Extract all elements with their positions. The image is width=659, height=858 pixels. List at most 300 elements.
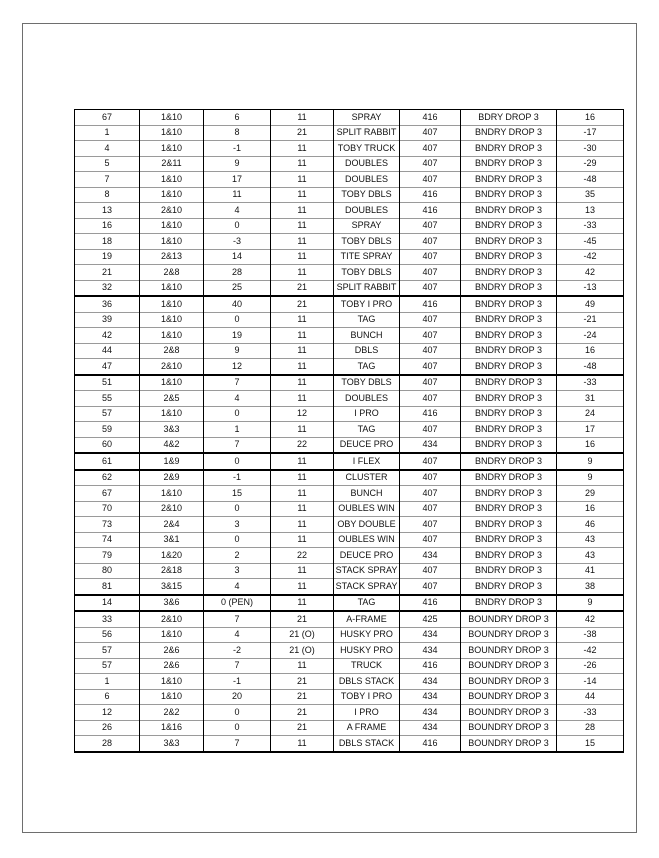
table-row: [75, 296, 624, 312]
cell-play-code: 407: [400, 328, 461, 344]
cell-play-code: 407: [400, 470, 461, 486]
cell-coverage: BNDRY DROP 3: [461, 125, 557, 141]
document-page: [22, 23, 637, 833]
table-row: [75, 658, 624, 674]
cell-field-position: -17: [557, 125, 624, 141]
cell-down-distance: 1&10: [140, 234, 204, 250]
cell-play-code: 416: [400, 658, 461, 674]
cell-down-distance: 1&10: [140, 674, 204, 690]
cell-field-position: -14: [557, 674, 624, 690]
cell-formation: SPRAY: [334, 218, 400, 234]
cell-down-distance: 1&10: [140, 375, 204, 391]
table-row: [75, 689, 624, 705]
cell-gain: 1: [204, 422, 271, 438]
cell-formation: TOBY DBLS: [334, 187, 400, 203]
cell-play-code: 407: [400, 563, 461, 579]
cell-coverage: BNDRY DROP 3: [461, 187, 557, 203]
cell-formation: SPLIT RABBIT: [334, 280, 400, 296]
cell-down-distance: 1&16: [140, 720, 204, 736]
cell-play-code: 407: [400, 172, 461, 188]
table-row: [75, 375, 624, 391]
cell-gain: 7: [204, 658, 271, 674]
cell-field-position: 35: [557, 187, 624, 203]
cell-coverage: BNDRY DROP 3: [461, 437, 557, 453]
cell-field-position: 24: [557, 406, 624, 422]
cell-field-position: 28: [557, 720, 624, 736]
cell-down-distance: 2&10: [140, 501, 204, 517]
cell-gain: 9: [204, 156, 271, 172]
cell-play-number: 55: [75, 391, 140, 407]
cell-formation: TAG: [334, 422, 400, 438]
table-row: [75, 548, 624, 564]
cell-gain: -2: [204, 643, 271, 659]
cell-formation: TOBY I PRO: [334, 689, 400, 705]
cell-formation-code: 22: [271, 437, 334, 453]
cell-down-distance: 3&3: [140, 736, 204, 752]
cell-formation: TOBY DBLS: [334, 234, 400, 250]
cell-gain: 3: [204, 517, 271, 533]
cell-formation-code: 12: [271, 406, 334, 422]
cell-formation: DBLS: [334, 343, 400, 359]
cell-play-code: 407: [400, 375, 461, 391]
cell-down-distance: 2&6: [140, 643, 204, 659]
cell-play-number: 26: [75, 720, 140, 736]
table-row: [75, 453, 624, 470]
cell-down-distance: 2&10: [140, 611, 204, 627]
cell-play-number: 28: [75, 736, 140, 752]
table-row: [75, 532, 624, 548]
table-row: [75, 501, 624, 517]
cell-play-code: 416: [400, 406, 461, 422]
cell-play-code: 407: [400, 532, 461, 548]
cell-play-number: 70: [75, 501, 140, 517]
cell-formation: STACK SPRAY: [334, 563, 400, 579]
cell-gain: -3: [204, 234, 271, 250]
cell-field-position: 46: [557, 517, 624, 533]
table-row: [75, 280, 624, 296]
cell-formation: TRUCK: [334, 658, 400, 674]
cell-play-code: 434: [400, 548, 461, 564]
cell-gain: 12: [204, 359, 271, 375]
cell-gain: 4: [204, 203, 271, 219]
table-row: [75, 218, 624, 234]
cell-play-code: 407: [400, 343, 461, 359]
cell-coverage: BNDRY DROP 3: [461, 343, 557, 359]
cell-formation-code: 11: [271, 470, 334, 486]
cell-formation-code: 11: [271, 234, 334, 250]
cell-gain: 9: [204, 343, 271, 359]
cell-gain: 0: [204, 501, 271, 517]
cell-gain: 19: [204, 328, 271, 344]
cell-play-code: 425: [400, 611, 461, 627]
cell-down-distance: 1&10: [140, 218, 204, 234]
cell-down-distance: 1&10: [140, 110, 204, 126]
cell-play-code: 407: [400, 422, 461, 438]
cell-formation: DEUCE PRO: [334, 437, 400, 453]
cell-gain: 0 (PEN): [204, 595, 271, 612]
cell-field-position: 17: [557, 422, 624, 438]
cell-coverage: BOUNDRY DROP 3: [461, 705, 557, 721]
table-row: [75, 249, 624, 265]
table-row: [75, 406, 624, 422]
cell-play-number: 57: [75, 658, 140, 674]
cell-formation-code: 11: [271, 595, 334, 612]
cell-play-code: 416: [400, 736, 461, 752]
cell-gain: 40: [204, 296, 271, 312]
cell-formation: DOUBLES: [334, 156, 400, 172]
cell-field-position: 43: [557, 548, 624, 564]
table-row: [75, 328, 624, 344]
cell-field-position: -21: [557, 312, 624, 328]
cell-formation-code: 11: [271, 658, 334, 674]
cell-gain: 14: [204, 249, 271, 265]
table-row: [75, 141, 624, 157]
cell-field-position: -26: [557, 658, 624, 674]
cell-formation-code: 11: [271, 172, 334, 188]
cell-coverage: BNDRY DROP 3: [461, 265, 557, 281]
table-row: [75, 343, 624, 359]
cell-coverage: BOUNDRY DROP 3: [461, 627, 557, 643]
cell-coverage: BNDRY DROP 3: [461, 359, 557, 375]
cell-field-position: -24: [557, 328, 624, 344]
cell-down-distance: 2&5: [140, 391, 204, 407]
cell-coverage: BOUNDRY DROP 3: [461, 658, 557, 674]
cell-down-distance: 1&10: [140, 296, 204, 312]
cell-formation-code: 11: [271, 736, 334, 752]
cell-gain: 3: [204, 563, 271, 579]
cell-gain: -1: [204, 470, 271, 486]
cell-down-distance: 1&10: [140, 689, 204, 705]
cell-play-code: 407: [400, 234, 461, 250]
cell-coverage: BNDRY DROP 3: [461, 218, 557, 234]
cell-down-distance: 1&10: [140, 187, 204, 203]
cell-formation-code: 21: [271, 689, 334, 705]
cell-field-position: 9: [557, 453, 624, 470]
table-row: [75, 579, 624, 595]
cell-play-number: 67: [75, 486, 140, 502]
cell-coverage: BOUNDRY DROP 3: [461, 643, 557, 659]
cell-play-code: 407: [400, 453, 461, 470]
table-row: [75, 627, 624, 643]
cell-down-distance: 1&10: [140, 312, 204, 328]
cell-down-distance: 3&1: [140, 532, 204, 548]
cell-gain: 25: [204, 280, 271, 296]
cell-formation-code: 11: [271, 517, 334, 533]
cell-play-code: 407: [400, 141, 461, 157]
cell-coverage: BNDRY DROP 3: [461, 563, 557, 579]
cell-play-number: 67: [75, 110, 140, 126]
cell-field-position: 49: [557, 296, 624, 312]
cell-field-position: 16: [557, 501, 624, 517]
table-row: [75, 391, 624, 407]
cell-field-position: -42: [557, 643, 624, 659]
cell-play-number: 14: [75, 595, 140, 612]
cell-coverage: BNDRY DROP 3: [461, 501, 557, 517]
cell-field-position: -45: [557, 234, 624, 250]
table-row: [75, 563, 624, 579]
cell-play-code: 434: [400, 674, 461, 690]
cell-play-number: 74: [75, 532, 140, 548]
cell-formation: DBLS STACK: [334, 674, 400, 690]
cell-down-distance: 1&10: [140, 486, 204, 502]
table-row: [75, 705, 624, 721]
cell-gain: 0: [204, 532, 271, 548]
cell-play-number: 47: [75, 359, 140, 375]
cell-formation-code: 11: [271, 141, 334, 157]
cell-formation: DOUBLES: [334, 172, 400, 188]
cell-down-distance: 1&10: [140, 328, 204, 344]
cell-down-distance: 2&10: [140, 203, 204, 219]
table-row: [75, 156, 624, 172]
cell-coverage: BNDRY DROP 3: [461, 422, 557, 438]
cell-play-number: 21: [75, 265, 140, 281]
cell-play-code: 416: [400, 203, 461, 219]
cell-coverage: BNDRY DROP 3: [461, 579, 557, 595]
cell-down-distance: 2&6: [140, 658, 204, 674]
cell-formation-code: 22: [271, 548, 334, 564]
cell-formation: OUBLES WIN: [334, 532, 400, 548]
cell-gain: 7: [204, 611, 271, 627]
cell-formation-code: 21: [271, 125, 334, 141]
cell-play-number: 6: [75, 689, 140, 705]
table-row: [75, 187, 624, 203]
cell-gain: 17: [204, 172, 271, 188]
cell-coverage: BNDRY DROP 3: [461, 203, 557, 219]
table-row: [75, 470, 624, 486]
cell-down-distance: 1&10: [140, 627, 204, 643]
cell-down-distance: 2&13: [140, 249, 204, 265]
cell-coverage: BNDRY DROP 3: [461, 548, 557, 564]
cell-gain: -1: [204, 141, 271, 157]
cell-play-number: 39: [75, 312, 140, 328]
cell-formation: HUSKY PRO: [334, 627, 400, 643]
cell-formation: DOUBLES: [334, 391, 400, 407]
cell-play-code: 416: [400, 187, 461, 203]
cell-formation-code: 21: [271, 611, 334, 627]
cell-formation-code: 11: [271, 312, 334, 328]
cell-down-distance: 2&8: [140, 265, 204, 281]
cell-play-number: 1: [75, 674, 140, 690]
cell-field-position: 13: [557, 203, 624, 219]
cell-formation-code: 21: [271, 705, 334, 721]
cell-gain: 0: [204, 312, 271, 328]
cell-gain: 7: [204, 437, 271, 453]
cell-down-distance: 2&8: [140, 343, 204, 359]
cell-formation: OUBLES WIN: [334, 501, 400, 517]
cell-formation-code: 11: [271, 453, 334, 470]
cell-play-number: 57: [75, 406, 140, 422]
cell-down-distance: 3&6: [140, 595, 204, 612]
cell-coverage: BOUNDRY DROP 3: [461, 611, 557, 627]
cell-field-position: 41: [557, 563, 624, 579]
cell-down-distance: 2&4: [140, 517, 204, 533]
cell-play-number: 4: [75, 141, 140, 157]
cell-formation-code: 11: [271, 265, 334, 281]
cell-gain: 6: [204, 110, 271, 126]
cell-down-distance: 1&10: [140, 125, 204, 141]
cell-formation-code: 11: [271, 218, 334, 234]
cell-down-distance: 1&9: [140, 453, 204, 470]
cell-formation-code: 11: [271, 110, 334, 126]
cell-play-code: 407: [400, 249, 461, 265]
cell-play-number: 32: [75, 280, 140, 296]
cell-play-code: 434: [400, 720, 461, 736]
cell-play-number: 1: [75, 125, 140, 141]
cell-coverage: BNDRY DROP 3: [461, 486, 557, 502]
table-row: [75, 234, 624, 250]
cell-play-code: 407: [400, 280, 461, 296]
cell-formation-code: 21: [271, 720, 334, 736]
cell-gain: 28: [204, 265, 271, 281]
cell-formation: TITE SPRAY: [334, 249, 400, 265]
cell-field-position: 16: [557, 437, 624, 453]
cell-play-code: 416: [400, 296, 461, 312]
cell-down-distance: 1&10: [140, 141, 204, 157]
cell-gain: 11: [204, 187, 271, 203]
cell-formation-code: 11: [271, 501, 334, 517]
cell-formation: A-FRAME: [334, 611, 400, 627]
cell-formation: DOUBLES: [334, 203, 400, 219]
cell-play-code: 407: [400, 218, 461, 234]
cell-coverage: BNDRY DROP 3: [461, 470, 557, 486]
cell-formation: BUNCH: [334, 328, 400, 344]
table-row: [75, 265, 624, 281]
cell-play-number: 79: [75, 548, 140, 564]
cell-field-position: -48: [557, 172, 624, 188]
cell-field-position: 38: [557, 579, 624, 595]
cell-gain: 7: [204, 375, 271, 391]
cell-play-code: 407: [400, 125, 461, 141]
cell-formation: SPLIT RABBIT: [334, 125, 400, 141]
cell-down-distance: 2&10: [140, 359, 204, 375]
cell-gain: 15: [204, 486, 271, 502]
cell-down-distance: 2&18: [140, 563, 204, 579]
cell-play-number: 19: [75, 249, 140, 265]
table-row: [75, 736, 624, 752]
cell-down-distance: 1&20: [140, 548, 204, 564]
cell-play-code: 434: [400, 627, 461, 643]
cell-coverage: BNDRY DROP 3: [461, 328, 557, 344]
cell-coverage: BOUNDRY DROP 3: [461, 720, 557, 736]
table-row: [75, 595, 624, 612]
cell-play-code: 407: [400, 265, 461, 281]
cell-field-position: 9: [557, 470, 624, 486]
cell-play-number: 81: [75, 579, 140, 595]
cell-play-code: 407: [400, 501, 461, 517]
cell-formation-code: 11: [271, 203, 334, 219]
cell-formation-code: 11: [271, 563, 334, 579]
cell-formation-code: 11: [271, 391, 334, 407]
cell-field-position: 15: [557, 736, 624, 752]
cell-formation-code: 11: [271, 249, 334, 265]
cell-coverage: BNDRY DROP 3: [461, 280, 557, 296]
cell-down-distance: 1&10: [140, 172, 204, 188]
cell-formation: TOBY I PRO: [334, 296, 400, 312]
cell-formation-code: 11: [271, 532, 334, 548]
cell-play-number: 42: [75, 328, 140, 344]
cell-field-position: 9: [557, 595, 624, 612]
cell-play-code: 407: [400, 391, 461, 407]
cell-formation-code: 21: [271, 674, 334, 690]
cell-formation-code: 11: [271, 579, 334, 595]
cell-gain: 8: [204, 125, 271, 141]
cell-coverage: BNDRY DROP 3: [461, 141, 557, 157]
cell-down-distance: 4&2: [140, 437, 204, 453]
cell-coverage: BDRY DROP 3: [461, 110, 557, 126]
table-row: [75, 486, 624, 502]
cell-field-position: 44: [557, 689, 624, 705]
cell-formation: I PRO: [334, 406, 400, 422]
cell-coverage: BNDRY DROP 3: [461, 234, 557, 250]
cell-play-code: 416: [400, 595, 461, 612]
cell-gain: 2: [204, 548, 271, 564]
cell-field-position: -30: [557, 141, 624, 157]
cell-play-number: 16: [75, 218, 140, 234]
cell-gain: 20: [204, 689, 271, 705]
cell-formation: BUNCH: [334, 486, 400, 502]
table-row: [75, 203, 624, 219]
cell-gain: 0: [204, 720, 271, 736]
cell-play-code: 407: [400, 486, 461, 502]
cell-formation-code: 11: [271, 422, 334, 438]
cell-play-number: 7: [75, 172, 140, 188]
cell-down-distance: 3&3: [140, 422, 204, 438]
table-row: [75, 312, 624, 328]
cell-formation: I FLEX: [334, 453, 400, 470]
cell-play-number: 73: [75, 517, 140, 533]
cell-field-position: -33: [557, 218, 624, 234]
table-body: [75, 110, 624, 752]
cell-formation: I PRO: [334, 705, 400, 721]
cell-formation-code: 11: [271, 187, 334, 203]
play-table: [74, 109, 624, 753]
cell-down-distance: 2&9: [140, 470, 204, 486]
cell-down-distance: 1&10: [140, 280, 204, 296]
cell-formation: DBLS STACK: [334, 736, 400, 752]
cell-play-number: 60: [75, 437, 140, 453]
cell-play-code: 416: [400, 110, 461, 126]
table-row: [75, 422, 624, 438]
cell-coverage: BNDRY DROP 3: [461, 156, 557, 172]
cell-play-number: 36: [75, 296, 140, 312]
cell-field-position: -38: [557, 627, 624, 643]
cell-play-code: 407: [400, 156, 461, 172]
cell-play-number: 12: [75, 705, 140, 721]
cell-field-position: -13: [557, 280, 624, 296]
cell-gain: 0: [204, 218, 271, 234]
cell-field-position: 43: [557, 532, 624, 548]
cell-play-code: 434: [400, 437, 461, 453]
table-row: [75, 720, 624, 736]
cell-field-position: 16: [557, 343, 624, 359]
cell-formation-code: 11: [271, 359, 334, 375]
cell-coverage: BNDRY DROP 3: [461, 406, 557, 422]
cell-down-distance: 1&10: [140, 406, 204, 422]
cell-formation-code: 11: [271, 343, 334, 359]
cell-play-number: 44: [75, 343, 140, 359]
cell-formation-code: 11: [271, 486, 334, 502]
cell-gain: 4: [204, 627, 271, 643]
cell-formation-code: 11: [271, 328, 334, 344]
cell-play-code: 407: [400, 312, 461, 328]
cell-formation: A FRAME: [334, 720, 400, 736]
cell-formation: DEUCE PRO: [334, 548, 400, 564]
cell-gain: 0: [204, 453, 271, 470]
cell-gain: 4: [204, 391, 271, 407]
cell-field-position: 42: [557, 265, 624, 281]
cell-coverage: BNDRY DROP 3: [461, 296, 557, 312]
cell-coverage: BNDRY DROP 3: [461, 172, 557, 188]
